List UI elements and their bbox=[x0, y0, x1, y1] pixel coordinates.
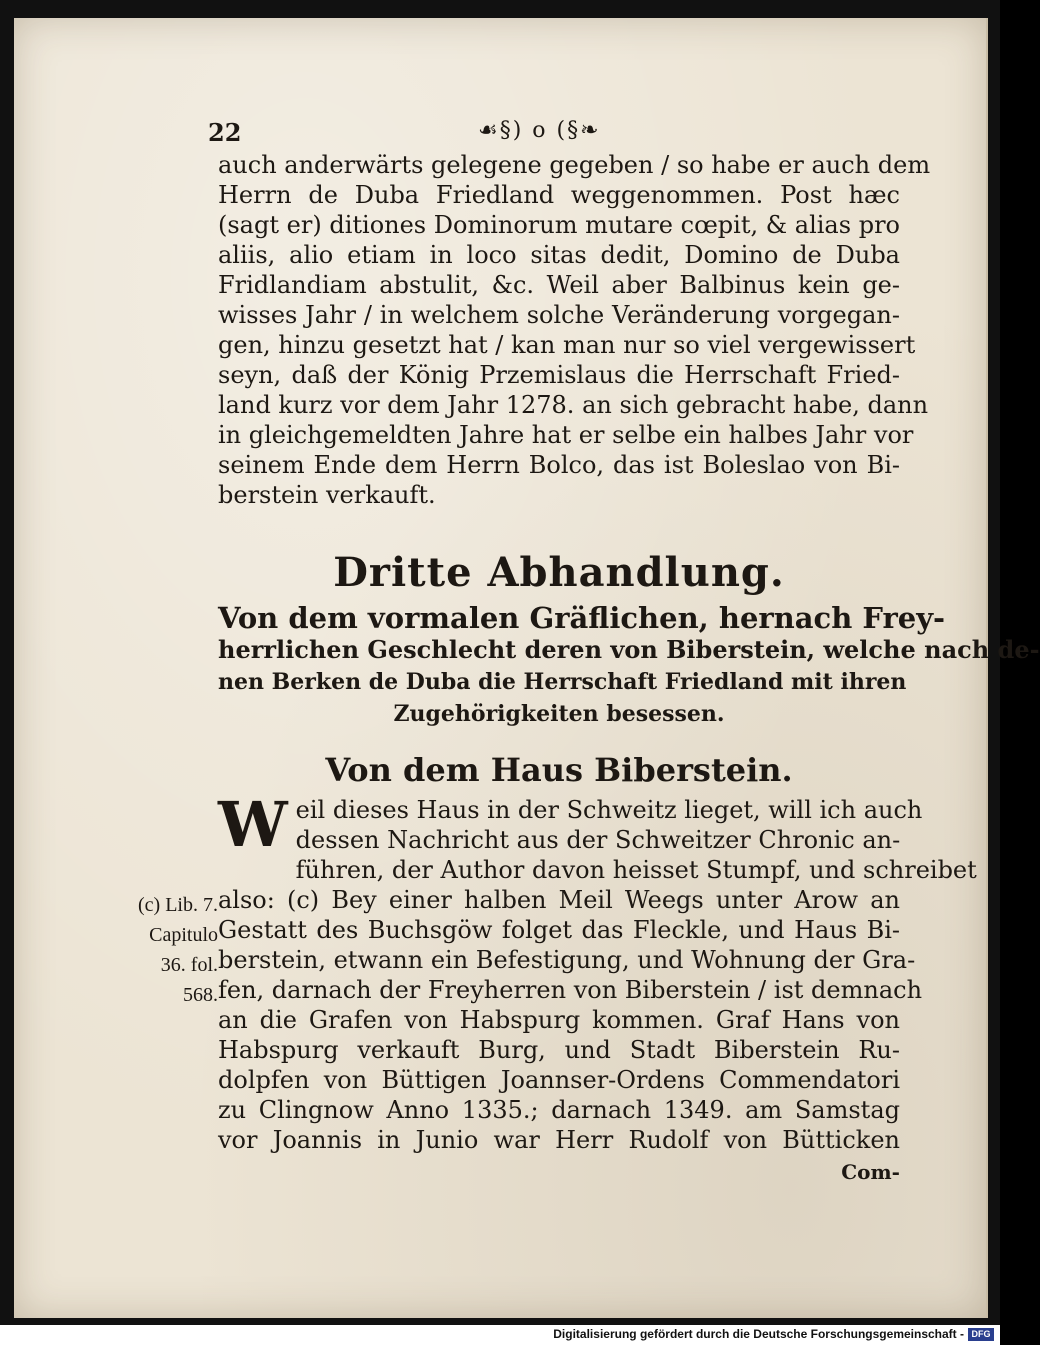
section-title: Dritte Abhandlung. bbox=[333, 549, 785, 596]
running-header bbox=[208, 118, 898, 148]
subtitle-line: herrlichen Geschlecht deren von Biberstein, welche nach de- bbox=[218, 635, 1040, 664]
footer-bar bbox=[0, 1325, 1000, 1345]
text-line: wisses Jahr / in welchem solche Veränderung vorgegan- bbox=[218, 301, 900, 329]
drop-capital: W bbox=[218, 788, 288, 861]
margin-note-line: 36. fol. bbox=[160, 954, 218, 976]
text-line: vor Joannis in Junio war Herr Rudolf von Bütticken bbox=[218, 1126, 900, 1154]
text-line: Habspurg verkauft Burg, und Stadt Biberstein Ru- bbox=[218, 1036, 900, 1064]
dfg-logo[interactable]: DFG bbox=[968, 1328, 994, 1341]
margin-note-line: (c) Lib. 7. bbox=[138, 894, 218, 916]
text-line: dessen Nachricht aus der Schweitzer Chronic an- bbox=[295, 826, 901, 854]
text-line: land kurz vor dem Jahr 1278. an sich gebracht habe, dann bbox=[218, 391, 929, 419]
text-line: fen, darnach der Freyherren von Biberstein / ist demnach bbox=[218, 976, 923, 1004]
text-line: in gleichgemeldten Jahre hat er selbe ein halbes Jahr vor bbox=[218, 421, 914, 449]
subtitle-line: nen Berken de Duba die Herrschaft Friedland mit ihren bbox=[218, 669, 907, 695]
margin-note bbox=[118, 890, 218, 1010]
margin-note-line: Capitulo bbox=[149, 924, 218, 946]
subtitle-line: Zugehörigkeiten besessen. bbox=[393, 701, 725, 727]
text-line: gen, hinzu gesetzt hat / kan man nur so viel vergewissert bbox=[218, 331, 916, 359]
text-line: seyn, daß der König Przemislaus die Herrschaft Fried- bbox=[218, 361, 900, 389]
text-line: an die Grafen von Habspurg kommen. Graf Hans von bbox=[218, 1006, 900, 1034]
catchword: Com- bbox=[841, 1160, 900, 1184]
text-line: aliis, alio etiam in loco sitas dedit, Domino de Duba bbox=[218, 241, 900, 269]
text-line: berstein verkauft. bbox=[218, 481, 436, 509]
text-line: Fridlandiam abstulit, &c. Weil aber Balbinus kein ge- bbox=[218, 271, 900, 299]
subtitle-line: Von dem vormalen Gräflichen, hernach Frey- bbox=[218, 601, 946, 635]
text-line: berstein, etwann ein Befestigung, und Wohnung der Gra- bbox=[218, 946, 916, 974]
text-line: dolpfen von Büttigen Joannser-Ordens Commendatori bbox=[218, 1066, 900, 1094]
text-line: seinem Ende dem Herrn Bolco, das ist Boleslao von Bi- bbox=[218, 451, 900, 479]
text-line: also: (c) Bey einer halben Meil Weegs unter Arow an bbox=[218, 886, 900, 914]
text-line: (sagt er) ditiones Dominorum mutare cœpit, & alias pro bbox=[218, 211, 900, 239]
text-line: auch anderwärts gelegene gegeben / so habe er auch dem bbox=[218, 151, 931, 179]
page-number: 22 bbox=[208, 118, 242, 147]
top-paragraph bbox=[218, 150, 931, 510]
text-line: Herrn de Duba Friedland weggenommen. Post hæc bbox=[218, 181, 900, 209]
text-line: eil dieses Haus in der Schweitz lieget, will ich auch bbox=[295, 796, 923, 824]
subsection-title: Von dem Haus Biberstein. bbox=[325, 751, 793, 789]
main-paragraph bbox=[218, 788, 977, 1155]
section-subtitle bbox=[218, 601, 1040, 730]
header-ornament: ☙§) o (§❧ bbox=[478, 118, 601, 143]
text-line: führen, der Author davon heisset Stumpf, und schreibet bbox=[295, 856, 977, 884]
text-line: zu Clingnow Anno 1335.; darnach 1349. am Samstag bbox=[218, 1096, 900, 1124]
footer-credit: Digitalisierung gefördert durch die Deutsche Forschungsgemeinschaft - bbox=[553, 1327, 964, 1341]
margin-note-line: 568. bbox=[183, 984, 218, 1006]
text-line: Gestatt des Buchsgöw folget das Fleckle, und Haus Bi- bbox=[218, 916, 900, 944]
